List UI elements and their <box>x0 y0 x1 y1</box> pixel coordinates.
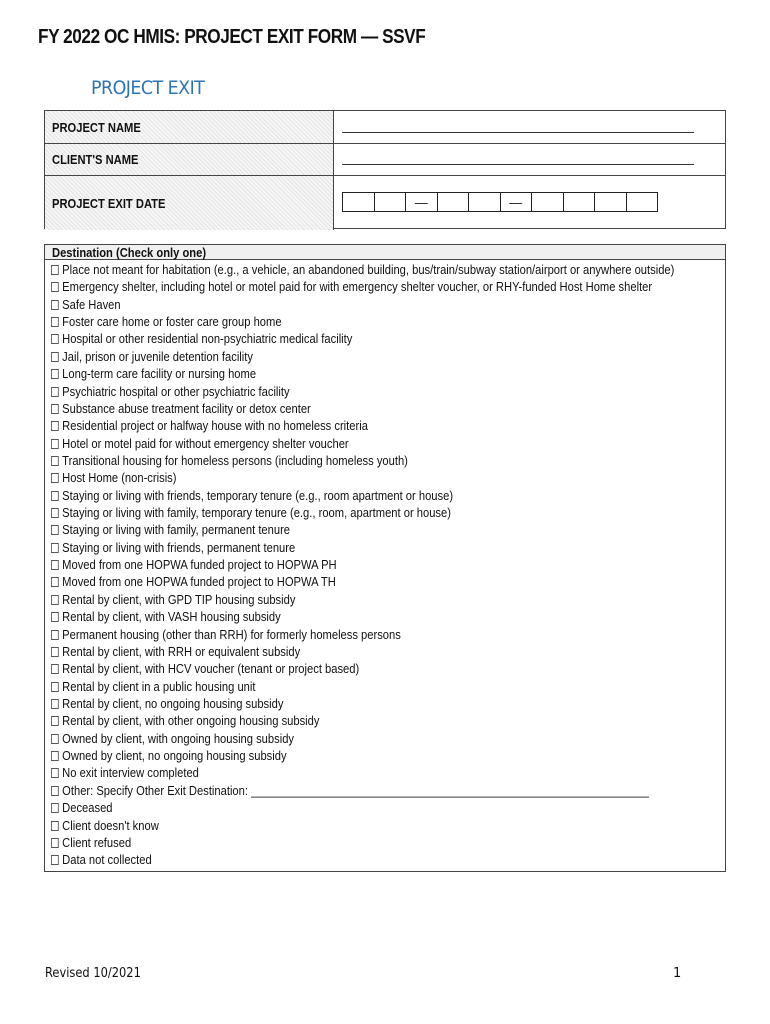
destination-option-label: Long-term care facility or nursing home <box>62 366 257 382</box>
destination-options-list <box>45 260 725 869</box>
exit-date-field <box>342 192 658 212</box>
destination-option-content <box>51 504 451 521</box>
destination-option-content <box>51 539 295 556</box>
destination-checkbox[interactable] <box>51 803 59 813</box>
destination-option[interactable] <box>51 383 725 400</box>
destination-option-content <box>51 747 287 764</box>
destination-option-label: Owned by client, with ongoing housing subsidy <box>62 730 295 746</box>
destination-checkbox[interactable] <box>51 647 59 657</box>
clients-name-label-cell <box>45 144 334 175</box>
date-box-year-2[interactable] <box>563 192 596 212</box>
destination-option-content <box>51 417 368 434</box>
destination-option[interactable] <box>51 591 725 608</box>
destination-checkbox[interactable] <box>51 473 59 483</box>
destination-option-label: Rental by client, with other ongoing housing subsidy <box>62 713 320 729</box>
date-box-month-2[interactable] <box>374 192 407 212</box>
destination-checkbox[interactable] <box>51 699 59 709</box>
destination-checkbox[interactable] <box>51 821 59 831</box>
destination-option-label: Moved from one HOPWA funded project to HOPWA TH <box>62 574 336 590</box>
destination-option-content <box>51 400 311 417</box>
destination-option-content <box>51 678 255 695</box>
destination-checkbox[interactable] <box>51 734 59 744</box>
destination-option-content <box>51 330 352 347</box>
destination-checkbox[interactable] <box>51 387 59 397</box>
destination-option[interactable] <box>51 834 725 851</box>
destination-option-content <box>51 452 408 469</box>
destination-option[interactable] <box>51 764 725 781</box>
destination-option-label: Other: Specify Other Exit Destination: ________________________________________________________________ <box>62 782 650 798</box>
destination-checkbox[interactable] <box>51 595 59 605</box>
destination-option-label: Staying or living with family, temporary tenure (e.g., room, apartment or house) <box>62 505 451 521</box>
destination-option-label: Foster care home or foster care group home <box>62 314 282 330</box>
destination-option-content <box>51 643 300 660</box>
clients-name-field[interactable] <box>342 164 694 165</box>
destination-option-label: Rental by client, with RRH or equivalent subsidy <box>62 643 301 659</box>
destination-option-label: Staying or living with friends, temporary tenure (e.g., room apartment or house) <box>62 487 454 503</box>
destination-option-content <box>51 695 283 712</box>
clients-name-label: CLIENT'S NAME <box>52 152 139 167</box>
destination-option[interactable] <box>51 573 725 590</box>
destination-option[interactable] <box>51 296 725 313</box>
destination-checkbox[interactable] <box>51 664 59 674</box>
destination-checkbox[interactable] <box>51 491 59 501</box>
destination-option-label: Emergency shelter, including hotel or motel paid for with emergency shelter voucher, or RHY-funded Host Home shelter <box>62 279 653 295</box>
destination-checkbox[interactable] <box>51 421 59 431</box>
destination-option-content <box>51 851 152 868</box>
page-number: 1 <box>673 966 682 981</box>
destination-checkbox[interactable] <box>51 352 59 362</box>
destination-option-content <box>51 817 159 834</box>
destination-option-content <box>51 261 674 278</box>
destination-option[interactable] <box>51 678 725 695</box>
destination-option[interactable] <box>51 712 725 729</box>
destination-option-label: Transitional housing for homeless persons (including homeless youth) <box>62 452 408 468</box>
destination-option-label: Host Home (non-crisis) <box>62 470 177 486</box>
date-box-day-1[interactable] <box>437 192 470 212</box>
destination-option-content <box>51 348 253 365</box>
destination-option[interactable] <box>51 817 725 834</box>
destination-option-content <box>51 278 652 295</box>
destination-option-content <box>51 660 359 677</box>
destination-header-label: Destination (Check only one) <box>52 245 207 260</box>
destination-option[interactable] <box>51 556 725 573</box>
destination-option[interactable] <box>51 417 725 434</box>
destination-header <box>45 245 725 260</box>
destination-option-label: Hotel or motel paid for without emergency shelter voucher <box>62 435 349 451</box>
destination-option-label: Moved from one HOPWA funded project to HOPWA PH <box>62 557 337 573</box>
destination-option[interactable] <box>51 452 725 469</box>
destination-option-label: Hospital or other residential non-psychiatric medical facility <box>62 331 353 347</box>
destination-checkbox[interactable] <box>51 838 59 848</box>
destination-checkbox[interactable] <box>51 786 59 796</box>
destination-checkbox[interactable] <box>51 404 59 414</box>
destination-option[interactable] <box>51 278 725 295</box>
destination-option[interactable] <box>51 348 725 365</box>
destination-checkbox[interactable] <box>51 716 59 726</box>
destination-checkbox[interactable] <box>51 456 59 466</box>
destination-option-label: Staying or living with friends, permanent tenure <box>62 539 296 555</box>
project-name-row <box>45 111 725 144</box>
destination-option-label: Rental by client, with GPD TIP housing subsidy <box>62 591 296 607</box>
destination-option-content <box>51 487 453 504</box>
destination-option-content <box>51 782 649 799</box>
project-info-table <box>44 110 726 229</box>
date-box-month-1[interactable] <box>342 192 375 212</box>
destination-checkbox[interactable] <box>51 439 59 449</box>
destination-section <box>44 244 726 872</box>
destination-option-content <box>51 365 256 382</box>
destination-option-content <box>51 383 290 400</box>
destination-option[interactable] <box>51 747 725 764</box>
date-box-year-1[interactable] <box>531 192 564 212</box>
destination-option-content <box>51 556 337 573</box>
destination-checkbox[interactable] <box>51 577 59 587</box>
destination-option[interactable] <box>51 313 725 330</box>
project-exit-date-row <box>45 176 725 230</box>
destination-option-label: Deceased <box>62 800 113 816</box>
destination-option-content <box>51 799 113 816</box>
date-box-day-2[interactable] <box>468 192 501 212</box>
date-separator: — <box>405 192 438 212</box>
destination-option-label: Psychiatric hospital or other psychiatric facility <box>62 383 290 399</box>
destination-option-label: Permanent housing (other than RRH) for formerly homeless persons <box>62 626 401 642</box>
destination-option[interactable] <box>51 435 725 452</box>
destination-option-label: Residential project or halfway house with no homeless criteria <box>62 418 368 434</box>
clients-name-row <box>45 144 725 176</box>
destination-option-content <box>51 296 121 313</box>
destination-checkbox[interactable] <box>51 855 59 865</box>
project-exit-date-label-cell <box>45 176 334 230</box>
destination-option-content <box>51 712 319 729</box>
destination-option[interactable] <box>51 521 725 538</box>
destination-option-label: Staying or living with family, permanent tenure <box>62 522 291 538</box>
destination-option-label: Jail, prison or juvenile detention facility <box>62 348 253 364</box>
project-name-field[interactable] <box>342 132 694 133</box>
revised-date: Revised 10/2021 <box>45 966 141 981</box>
destination-checkbox[interactable] <box>51 369 59 379</box>
destination-option[interactable] <box>51 487 725 504</box>
destination-option[interactable] <box>51 695 725 712</box>
project-name-label-cell <box>45 111 334 143</box>
destination-option[interactable] <box>51 660 725 677</box>
destination-checkbox[interactable] <box>51 525 59 535</box>
destination-option-label: Place not meant for habitation (e.g., a vehicle, an abandoned building, bus/train/subway station/airport or anywhere outside) <box>62 262 675 277</box>
destination-option-label: Rental by client, with VASH housing subsidy <box>62 609 281 625</box>
destination-checkbox[interactable] <box>51 265 59 275</box>
destination-checkbox[interactable] <box>51 317 59 327</box>
destination-option-content <box>51 435 349 452</box>
destination-option-content <box>51 764 199 781</box>
destination-option-label: Owned by client, no ongoing housing subsidy <box>62 748 287 764</box>
destination-option-content <box>51 469 176 486</box>
destination-option[interactable] <box>51 799 725 816</box>
project-exit-date-label: PROJECT EXIT DATE <box>52 195 166 211</box>
destination-option-content <box>51 313 282 330</box>
project-name-label: PROJECT NAME <box>52 119 141 135</box>
destination-option-content <box>51 573 336 590</box>
destination-checkbox[interactable] <box>51 300 59 310</box>
destination-option-label: No exit interview completed <box>62 765 199 781</box>
destination-option-label: Rental by client, with HCV voucher (tenant or project based) <box>62 661 360 677</box>
destination-checkbox[interactable] <box>51 751 59 761</box>
date-separator: — <box>500 192 533 212</box>
destination-checkbox[interactable] <box>51 334 59 344</box>
document-title: FY 2022 OC HMIS: PROJECT EXIT FORM — SSVF <box>38 26 426 48</box>
date-box-year-4[interactable] <box>626 192 659 212</box>
destination-checkbox[interactable] <box>51 282 59 292</box>
destination-option-label: Rental by client, no ongoing housing subsidy <box>62 695 284 711</box>
destination-option-content <box>51 834 131 851</box>
destination-checkbox[interactable] <box>51 682 59 692</box>
destination-option[interactable] <box>51 782 725 799</box>
destination-checkbox[interactable] <box>51 612 59 622</box>
destination-option-content <box>51 730 294 747</box>
destination-option[interactable] <box>51 539 725 556</box>
destination-option-label: Safe Haven <box>62 296 121 312</box>
destination-option-content <box>51 591 295 608</box>
destination-option-content <box>51 521 290 538</box>
destination-option-content <box>51 608 281 625</box>
destination-option[interactable] <box>51 626 725 643</box>
destination-option[interactable] <box>51 608 725 625</box>
destination-option[interactable] <box>51 261 725 278</box>
destination-checkbox[interactable] <box>51 768 59 778</box>
destination-option[interactable] <box>51 643 725 660</box>
destination-option-label: Substance abuse treatment facility or detox center <box>62 400 311 416</box>
destination-checkbox[interactable] <box>51 508 59 518</box>
destination-checkbox[interactable] <box>51 543 59 553</box>
destination-option[interactable] <box>51 730 725 747</box>
destination-option-label: Rental by client in a public housing unit <box>62 678 256 694</box>
destination-option[interactable] <box>51 365 725 382</box>
destination-option-label: Client refused <box>62 834 132 850</box>
destination-option-content <box>51 626 401 643</box>
destination-option-label: Client doesn't know <box>62 817 159 833</box>
destination-option[interactable] <box>51 504 725 521</box>
section-heading: PROJECT EXIT <box>91 77 205 99</box>
destination-checkbox[interactable] <box>51 560 59 570</box>
date-box-year-3[interactable] <box>594 192 627 212</box>
destination-option[interactable] <box>51 400 725 417</box>
destination-option[interactable] <box>51 469 725 486</box>
destination-option[interactable] <box>51 330 725 347</box>
destination-checkbox[interactable] <box>51 630 59 640</box>
destination-option-label: Data not collected <box>62 852 152 868</box>
destination-option[interactable] <box>51 851 725 868</box>
